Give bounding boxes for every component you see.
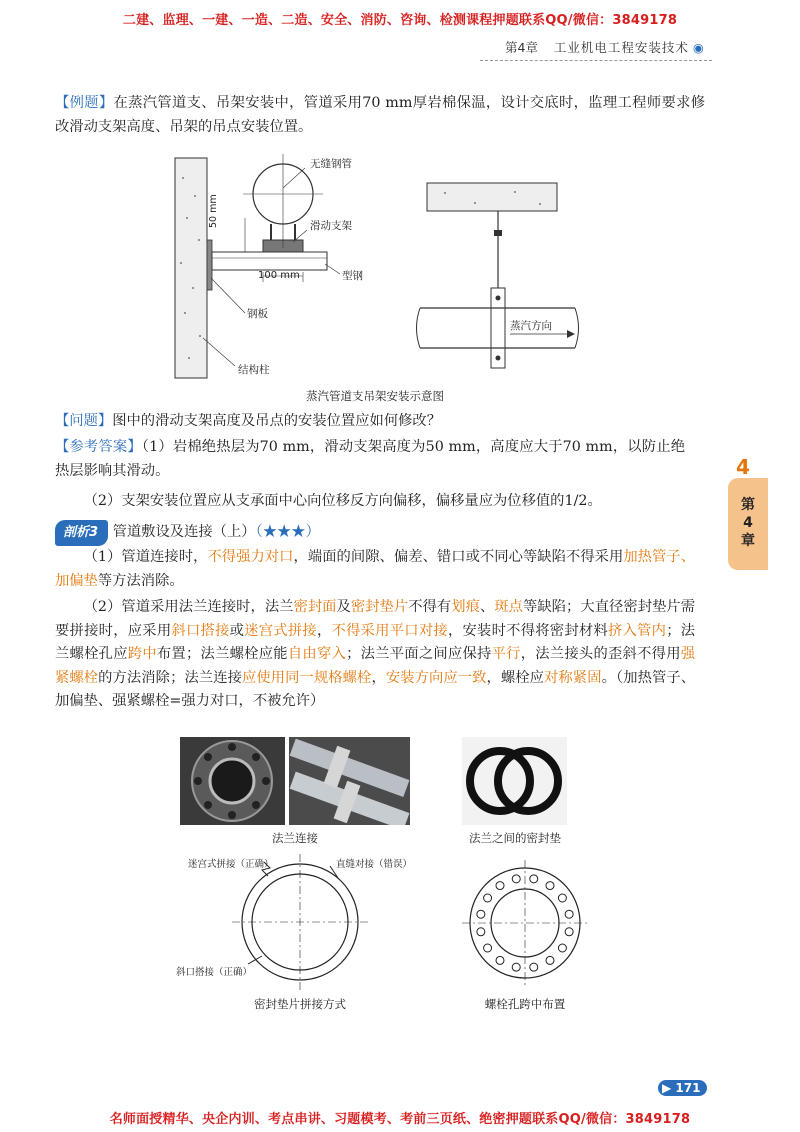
p2-text: 或 (229, 622, 245, 639)
answer-tag: 【参考答案】 (55, 439, 142, 455)
p2-highlight: 强紧螺栓 (55, 646, 696, 686)
label-sliding-support: 滑动支架 (310, 220, 352, 232)
steam-pipe-support-diagram (165, 148, 595, 393)
star-rating: （★★★） (255, 524, 320, 540)
p2-text: （2）管道采用法兰连接时，法兰 (83, 599, 294, 615)
example-text: 在蒸汽管道支、吊架安装中，管道采用70 mm厚岩棉保温，设计交底时，监理工程师要求修改滑动支架高度、吊架的吊点安装位置。 (55, 95, 706, 135)
p2-text: ；法兰螺栓孔应 (55, 622, 696, 662)
p1-highlight-d: 加热管子、加偏垫 (55, 549, 696, 589)
label-maze-splice: 迷宫式拼接（正确） (188, 859, 274, 870)
figure1-caption: 蒸汽管道支吊架安装示意图 (306, 389, 444, 403)
chapter-side-tab (728, 455, 768, 570)
p2-highlight: 划痕 (451, 599, 480, 615)
side-tab-line1: 第 (741, 497, 755, 513)
question-text: 图中的滑动支架高度及吊点的安装位置应如何修改？ (112, 413, 442, 429)
header-divider (480, 60, 712, 61)
label-butt-joint: 直缝对接（错误） (336, 859, 413, 870)
bolt-hole (484, 944, 492, 952)
p2-text: 的方法消除；法兰连接 (98, 669, 242, 686)
label-steel-plate: 钢板 (247, 308, 268, 320)
p2-highlight: 对称紧固 (544, 669, 602, 686)
label-dim-50: 50 mm (208, 194, 219, 228)
question-paragraph (55, 410, 705, 434)
label-seamless-pipe: 无缝钢管 (310, 158, 352, 170)
analysis-paragraph-2 (55, 596, 695, 714)
p2-highlight: 密封面 (293, 599, 337, 615)
p2-highlight: 自由穿入 (287, 646, 347, 662)
steel-plate (207, 240, 212, 290)
label-dim-100: 100 mm (258, 270, 300, 281)
structural-column (175, 158, 207, 378)
answer-line2: （2）支架安装位置应从支承面中心向位移反方向偏移，偏移量应为位移值的1/2。 (83, 493, 602, 509)
bolt-hole (558, 944, 566, 952)
p2-text: ， (371, 669, 386, 686)
p2-text: 。（加热管子、加偏垫、强紧螺栓=强力对口，不被允许） (55, 669, 696, 709)
location-pin-icon: ◉ (692, 40, 704, 55)
p2-text: 不得有 (408, 599, 452, 615)
bolt-hole (558, 894, 566, 902)
chapter-glyph: 4 (736, 455, 750, 479)
p2-highlight: 挤入管内 (608, 622, 667, 639)
chapter-title: 工业机电工程安装技术 (553, 40, 689, 55)
bolt-hole (565, 928, 573, 936)
label-structural-column: 结构柱 (238, 364, 270, 376)
side-tab-line2: 4 (743, 515, 753, 531)
answer-line1: （1）岩棉绝热层为70 mm，滑动支架高度为50 mm，高度应大于70 mm，以防止绝热层影响其滑动。 (55, 439, 685, 479)
ceiling-slab (427, 183, 557, 211)
bolt-hole (530, 963, 538, 971)
bolt-hole (484, 894, 492, 902)
chapter-number: 第4章 (505, 40, 538, 55)
answer-paragraph (55, 436, 685, 483)
bolt-hole (477, 928, 485, 936)
page-number-badge (658, 1080, 707, 1096)
page-number: 171 (675, 1081, 701, 1095)
side-tab-line3: 章 (741, 533, 755, 549)
p2-text: 布置；法兰螺栓应能 (156, 646, 288, 662)
p2-text: 及 (336, 599, 351, 615)
label-section-steel: 型钢 (342, 270, 363, 282)
top-banner: 二建、监理、一建、一造、二造、安全、消防、咨询、检测课程押题联系QQ/微信：3849178 (122, 13, 678, 28)
p2-text: ， (316, 622, 332, 639)
bolt-hole-caption: 螺栓孔跨中布置 (484, 997, 566, 1011)
p2-highlight: 平行 (491, 646, 521, 662)
flange-photo-caption: 法兰连接 (272, 831, 318, 845)
bolt-hole (477, 910, 485, 918)
bolt-hole (512, 963, 520, 971)
analysis-title: 管道敷设及连接（上） (112, 524, 256, 540)
bolt-hole (496, 882, 504, 890)
p2-text: ；法兰平面之间应保持 (346, 646, 492, 662)
p2-highlight: 安装方向应一致 (385, 669, 487, 686)
arrow-right-icon (567, 330, 575, 338)
analysis-badge: 剖析3 (55, 520, 108, 546)
section-steel (212, 252, 327, 270)
p2-highlight: 不得采用平口对接 (331, 622, 448, 639)
question-tag: 【问题】 (55, 413, 113, 429)
p1-highlight-b: 不得强力对口 (207, 549, 294, 565)
p1-text-a: （1）管道连接时， (83, 549, 208, 565)
play-icon: ▶ (662, 1081, 672, 1095)
bolt-hole (496, 956, 504, 964)
bolt-hole (546, 956, 554, 964)
flange-connection-photo (180, 737, 410, 825)
p1-text-c: ，端面的间隙、偏差、错口或不同心等缺陷不得采用 (293, 549, 624, 565)
gasket-splice-caption: 密封垫片拼接方式 (254, 997, 346, 1011)
p2-highlight: 迷宫式拼接 (244, 622, 317, 639)
bolt-hole (512, 875, 520, 883)
p2-text: ，安装时不得将密封材料 (447, 622, 609, 639)
bolt-hole (530, 875, 538, 883)
chapter-header (505, 38, 704, 56)
label-steam-direction: 蒸汽方向 (510, 320, 552, 332)
bolt-hole-diagram (460, 858, 590, 988)
label-bevel-lap: 斜口搭接（正确） (176, 967, 253, 978)
example-paragraph (55, 92, 705, 139)
example-tag: 【例题】 (55, 95, 114, 111)
bottom-banner: 名师面授精华、央企内训、考点串讲、习题模考、考前三页纸、绝密押题联系QQ/微信：3849178 (109, 1112, 691, 1127)
analysis-header (55, 520, 705, 546)
gasket-photo (462, 737, 567, 825)
p2-highlight: 跨中 (127, 646, 157, 662)
bolt-hole (565, 910, 573, 918)
p2-highlight: 斑点 (494, 599, 523, 615)
p2-highlight: 斜口搭接 (171, 622, 230, 639)
p2-highlight: 应使用同一规格螺栓 (241, 669, 372, 686)
p2-text: ，法兰接头的歪斜不得用 (520, 646, 681, 662)
p2-text: 、 (479, 599, 495, 615)
bolt-hole (546, 882, 554, 890)
p1-text-e: 等方法消除。 (97, 572, 184, 589)
p2-highlight: 密封垫片 (350, 599, 409, 615)
p2-text: 等缺陷；大直径密封垫片需要拼接时，应采用 (55, 599, 696, 639)
gasket-photo-caption: 法兰之间的密封垫 (469, 831, 561, 845)
analysis-paragraph-1 (55, 546, 695, 593)
p2-text: ，螺栓应 (486, 669, 545, 686)
